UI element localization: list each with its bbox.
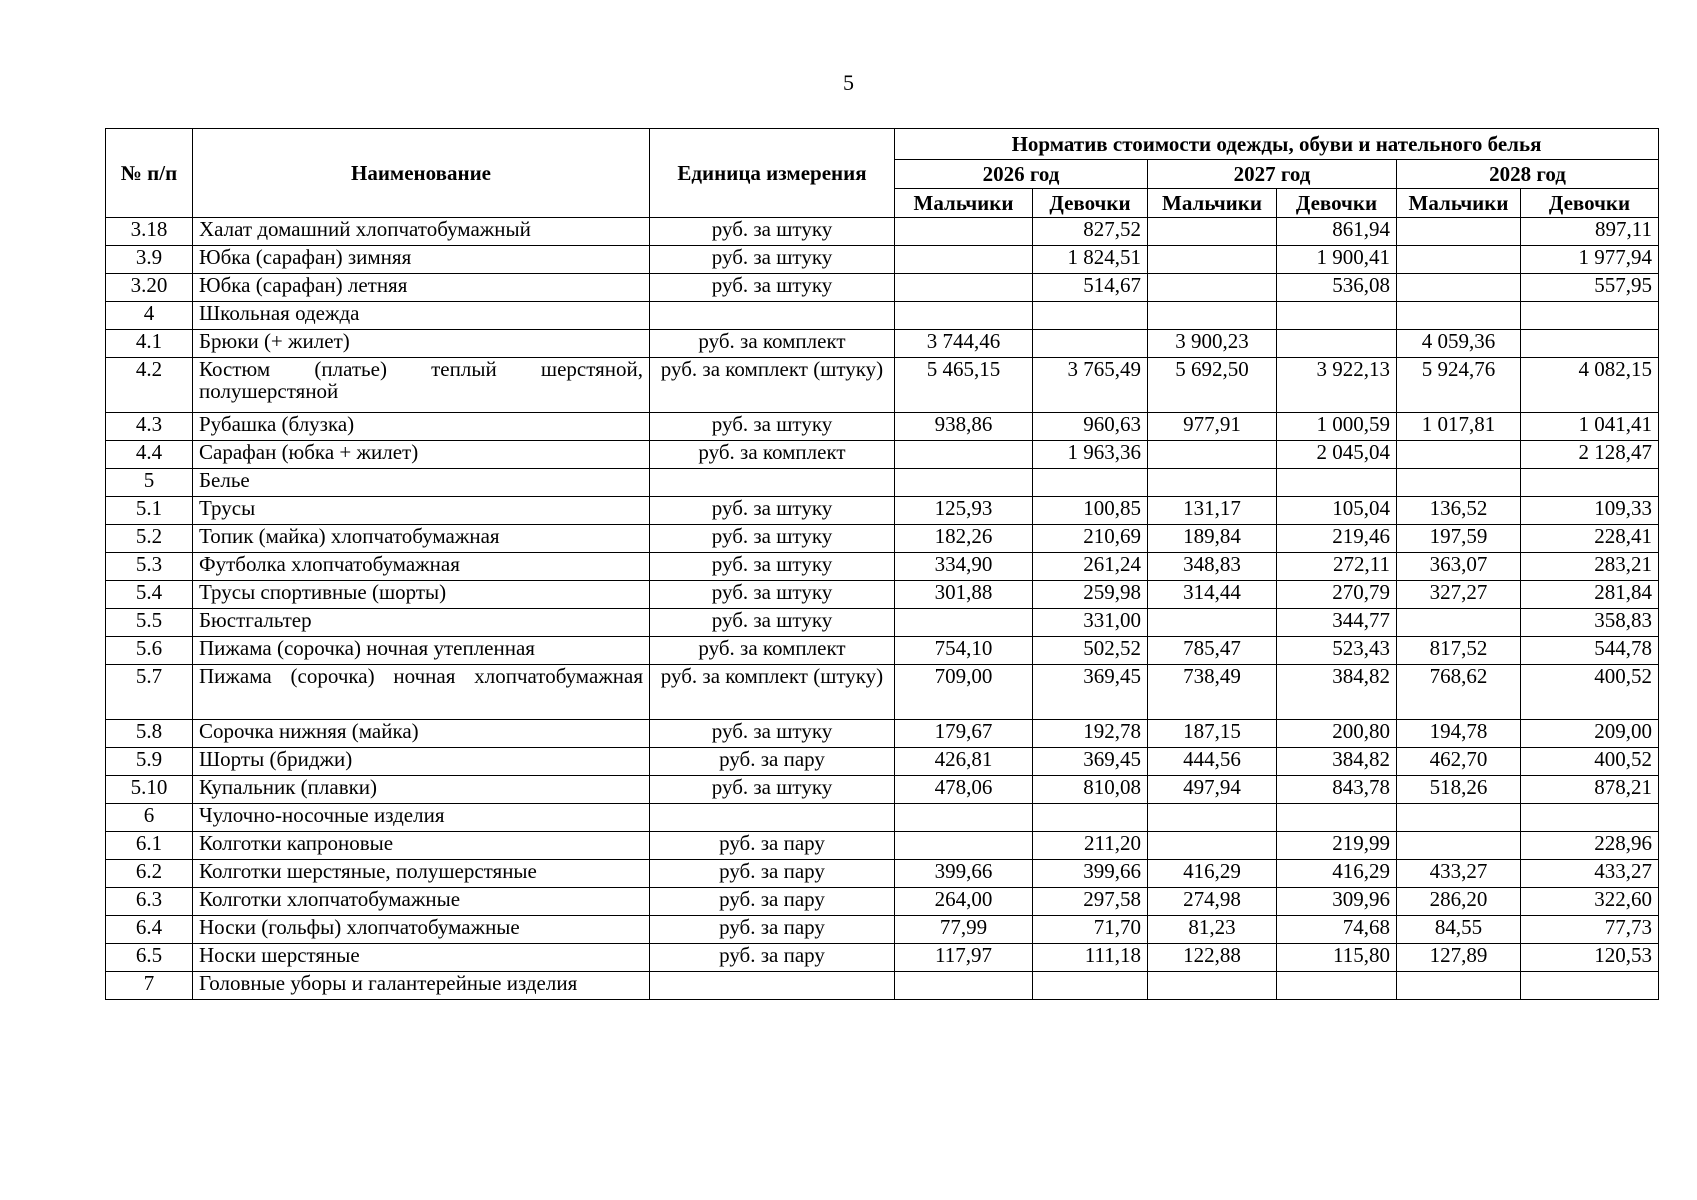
row-number: 6 bbox=[106, 804, 193, 832]
cell-girls-2027: 270,79 bbox=[1277, 581, 1397, 609]
table-row bbox=[106, 860, 1659, 888]
cell-girls-2027 bbox=[1277, 804, 1397, 832]
cell-boys-2027: 122,88 bbox=[1148, 944, 1277, 972]
cell-girls-2026: 1 824,51 bbox=[1033, 246, 1148, 274]
cell-boys-2027: 274,98 bbox=[1148, 888, 1277, 916]
cell-boys-2028: 5 924,76 bbox=[1397, 358, 1521, 413]
row-number: 4.4 bbox=[106, 441, 193, 469]
table-row bbox=[106, 609, 1659, 637]
table-row bbox=[106, 888, 1659, 916]
cell-boys-2028: 1 017,81 bbox=[1397, 413, 1521, 441]
row-unit bbox=[650, 972, 895, 1000]
cell-girls-2026: 810,08 bbox=[1033, 776, 1148, 804]
cell-boys-2026 bbox=[895, 804, 1033, 832]
row-name: Трусы спортивные (шорты) bbox=[193, 581, 650, 609]
row-number: 5.8 bbox=[106, 720, 193, 748]
header-year-2028: 2028 год bbox=[1397, 160, 1659, 189]
cell-boys-2026 bbox=[895, 246, 1033, 274]
header-boys-2028: Мальчики bbox=[1397, 189, 1521, 218]
row-unit: руб. за штуку bbox=[650, 274, 895, 302]
row-name: Юбка (сарафан) зимняя bbox=[193, 246, 650, 274]
cell-boys-2027 bbox=[1148, 609, 1277, 637]
cell-girls-2028: 2 128,47 bbox=[1521, 441, 1659, 469]
table-row bbox=[106, 720, 1659, 748]
cell-boys-2026 bbox=[895, 469, 1033, 497]
cell-boys-2027: 785,47 bbox=[1148, 637, 1277, 665]
row-name: Халат домашний хлопчатобумажный bbox=[193, 218, 650, 246]
row-number: 4 bbox=[106, 302, 193, 330]
cell-girls-2028: 228,41 bbox=[1521, 525, 1659, 553]
cell-boys-2028: 197,59 bbox=[1397, 525, 1521, 553]
cell-boys-2027: 738,49 bbox=[1148, 665, 1277, 720]
cell-boys-2026: 754,10 bbox=[895, 637, 1033, 665]
cell-girls-2026: 210,69 bbox=[1033, 525, 1148, 553]
cell-girls-2027: 115,80 bbox=[1277, 944, 1397, 972]
cell-boys-2028: 84,55 bbox=[1397, 916, 1521, 944]
cell-boys-2028 bbox=[1397, 972, 1521, 1000]
cell-girls-2027: 1 900,41 bbox=[1277, 246, 1397, 274]
row-name: Костюм (платье) теплый шерстяной, полушерстяной bbox=[193, 358, 650, 413]
cell-girls-2027: 309,96 bbox=[1277, 888, 1397, 916]
cell-girls-2027: 344,77 bbox=[1277, 609, 1397, 637]
cell-boys-2026: 938,86 bbox=[895, 413, 1033, 441]
cell-girls-2027: 536,08 bbox=[1277, 274, 1397, 302]
cell-girls-2028: 1 977,94 bbox=[1521, 246, 1659, 274]
cell-girls-2028: 400,52 bbox=[1521, 748, 1659, 776]
cell-girls-2026: 827,52 bbox=[1033, 218, 1148, 246]
cell-girls-2026: 1 963,36 bbox=[1033, 441, 1148, 469]
row-name: Колготки шерстяные, полушерстяные bbox=[193, 860, 650, 888]
table-row bbox=[106, 218, 1659, 246]
cell-boys-2026 bbox=[895, 302, 1033, 330]
cell-boys-2028 bbox=[1397, 609, 1521, 637]
cell-boys-2028 bbox=[1397, 441, 1521, 469]
cell-girls-2027: 219,99 bbox=[1277, 832, 1397, 860]
row-unit: руб. за комплект bbox=[650, 637, 895, 665]
cell-boys-2027 bbox=[1148, 218, 1277, 246]
cell-boys-2028: 462,70 bbox=[1397, 748, 1521, 776]
table-row bbox=[106, 274, 1659, 302]
row-number: 5.1 bbox=[106, 497, 193, 525]
row-name: Купальник (плавки) bbox=[193, 776, 650, 804]
table-row bbox=[106, 358, 1659, 413]
row-unit: руб. за комплект bbox=[650, 441, 895, 469]
clothing-norms-table bbox=[105, 128, 1659, 1000]
row-number: 4.1 bbox=[106, 330, 193, 358]
cell-girls-2026: 71,70 bbox=[1033, 916, 1148, 944]
cell-girls-2027: 843,78 bbox=[1277, 776, 1397, 804]
cell-boys-2027 bbox=[1148, 246, 1277, 274]
table-body bbox=[106, 218, 1659, 1000]
row-name: Юбка (сарафан) летняя bbox=[193, 274, 650, 302]
cell-boys-2026: 3 744,46 bbox=[895, 330, 1033, 358]
cell-girls-2028 bbox=[1521, 330, 1659, 358]
row-name: Школьная одежда bbox=[193, 302, 650, 330]
cell-girls-2026: 211,20 bbox=[1033, 832, 1148, 860]
row-unit: руб. за штуку bbox=[650, 246, 895, 274]
table-row bbox=[106, 497, 1659, 525]
row-unit: руб. за штуку bbox=[650, 413, 895, 441]
row-name: Топик (майка) хлопчатобумажная bbox=[193, 525, 650, 553]
row-unit: руб. за штуку bbox=[650, 581, 895, 609]
row-number: 7 bbox=[106, 972, 193, 1000]
table-row bbox=[106, 944, 1659, 972]
table-row bbox=[106, 804, 1659, 832]
row-unit bbox=[650, 302, 895, 330]
cell-boys-2027: 187,15 bbox=[1148, 720, 1277, 748]
cell-boys-2028 bbox=[1397, 302, 1521, 330]
header-boys-2026: Мальчики bbox=[895, 189, 1033, 218]
cell-boys-2027: 444,56 bbox=[1148, 748, 1277, 776]
cell-boys-2028 bbox=[1397, 804, 1521, 832]
table-row bbox=[106, 637, 1659, 665]
row-unit: руб. за пару bbox=[650, 944, 895, 972]
table-row bbox=[106, 330, 1659, 358]
row-name: Пижама (сорочка) ночная хлопчатобумажная bbox=[193, 665, 650, 720]
cell-boys-2028: 768,62 bbox=[1397, 665, 1521, 720]
row-number: 4.2 bbox=[106, 358, 193, 413]
cell-boys-2028: 327,27 bbox=[1397, 581, 1521, 609]
cell-boys-2027: 348,83 bbox=[1148, 553, 1277, 581]
row-number: 6.5 bbox=[106, 944, 193, 972]
cell-girls-2026: 502,52 bbox=[1033, 637, 1148, 665]
cell-boys-2028: 286,20 bbox=[1397, 888, 1521, 916]
row-number: 6.4 bbox=[106, 916, 193, 944]
row-unit: руб. за штуку bbox=[650, 776, 895, 804]
header-year-2026: 2026 год bbox=[895, 160, 1148, 189]
cell-boys-2028 bbox=[1397, 246, 1521, 274]
table-row bbox=[106, 469, 1659, 497]
row-name: Белье bbox=[193, 469, 650, 497]
cell-girls-2028 bbox=[1521, 469, 1659, 497]
cell-boys-2028 bbox=[1397, 832, 1521, 860]
cell-boys-2026 bbox=[895, 218, 1033, 246]
cell-boys-2028: 363,07 bbox=[1397, 553, 1521, 581]
row-number: 3.20 bbox=[106, 274, 193, 302]
cell-boys-2027: 3 900,23 bbox=[1148, 330, 1277, 358]
cell-girls-2026: 960,63 bbox=[1033, 413, 1148, 441]
cell-boys-2027: 314,44 bbox=[1148, 581, 1277, 609]
cell-boys-2026: 426,81 bbox=[895, 748, 1033, 776]
cell-girls-2027: 3 922,13 bbox=[1277, 358, 1397, 413]
cell-girls-2026 bbox=[1033, 469, 1148, 497]
table-row bbox=[106, 525, 1659, 553]
cell-boys-2027: 189,84 bbox=[1148, 525, 1277, 553]
cell-girls-2028: 228,96 bbox=[1521, 832, 1659, 860]
cell-girls-2026: 192,78 bbox=[1033, 720, 1148, 748]
row-number: 3.9 bbox=[106, 246, 193, 274]
cell-boys-2028: 433,27 bbox=[1397, 860, 1521, 888]
cell-girls-2027 bbox=[1277, 469, 1397, 497]
cell-boys-2028: 518,26 bbox=[1397, 776, 1521, 804]
cell-girls-2026: 100,85 bbox=[1033, 497, 1148, 525]
row-unit: руб. за пару bbox=[650, 860, 895, 888]
cell-girls-2027 bbox=[1277, 972, 1397, 1000]
cell-boys-2027: 5 692,50 bbox=[1148, 358, 1277, 413]
row-unit: руб. за комплект bbox=[650, 330, 895, 358]
row-unit: руб. за штуку bbox=[650, 497, 895, 525]
cell-boys-2026 bbox=[895, 609, 1033, 637]
row-unit: руб. за штуку bbox=[650, 218, 895, 246]
cell-boys-2027 bbox=[1148, 441, 1277, 469]
row-number: 5.5 bbox=[106, 609, 193, 637]
cell-boys-2027 bbox=[1148, 804, 1277, 832]
row-unit: руб. за штуку bbox=[650, 525, 895, 553]
table-row bbox=[106, 302, 1659, 330]
table-row bbox=[106, 665, 1659, 720]
cell-girls-2027: 384,82 bbox=[1277, 665, 1397, 720]
row-unit: руб. за пару bbox=[650, 916, 895, 944]
row-name: Футболка хлопчатобумажная bbox=[193, 553, 650, 581]
row-number: 5.3 bbox=[106, 553, 193, 581]
table-row bbox=[106, 246, 1659, 274]
row-name: Носки (гольфы) хлопчатобумажные bbox=[193, 916, 650, 944]
row-name: Колготки хлопчатобумажные bbox=[193, 888, 650, 916]
row-unit: руб. за штуку bbox=[650, 720, 895, 748]
cell-girls-2026: 514,67 bbox=[1033, 274, 1148, 302]
row-unit: руб. за комплект (штуку) bbox=[650, 358, 895, 413]
cell-girls-2026: 259,98 bbox=[1033, 581, 1148, 609]
cell-girls-2028: 433,27 bbox=[1521, 860, 1659, 888]
table-row bbox=[106, 581, 1659, 609]
cell-boys-2028: 127,89 bbox=[1397, 944, 1521, 972]
cell-girls-2026 bbox=[1033, 972, 1148, 1000]
row-name: Колготки капроновые bbox=[193, 832, 650, 860]
cell-boys-2026 bbox=[895, 832, 1033, 860]
cell-girls-2027: 523,43 bbox=[1277, 637, 1397, 665]
cell-girls-2028: 209,00 bbox=[1521, 720, 1659, 748]
row-unit: руб. за пару bbox=[650, 832, 895, 860]
cell-girls-2028: 400,52 bbox=[1521, 665, 1659, 720]
cell-boys-2026: 478,06 bbox=[895, 776, 1033, 804]
cell-boys-2027 bbox=[1148, 832, 1277, 860]
cell-boys-2026 bbox=[895, 441, 1033, 469]
cell-girls-2026 bbox=[1033, 302, 1148, 330]
cell-boys-2026: 264,00 bbox=[895, 888, 1033, 916]
cell-girls-2028: 897,11 bbox=[1521, 218, 1659, 246]
cell-boys-2026: 399,66 bbox=[895, 860, 1033, 888]
cell-girls-2027: 74,68 bbox=[1277, 916, 1397, 944]
cell-boys-2027: 977,91 bbox=[1148, 413, 1277, 441]
row-number: 6.2 bbox=[106, 860, 193, 888]
row-unit: руб. за пару bbox=[650, 888, 895, 916]
cell-girls-2026: 369,45 bbox=[1033, 665, 1148, 720]
cell-girls-2028: 878,21 bbox=[1521, 776, 1659, 804]
cell-girls-2028: 77,73 bbox=[1521, 916, 1659, 944]
cell-boys-2026: 709,00 bbox=[895, 665, 1033, 720]
row-number: 4.3 bbox=[106, 413, 193, 441]
cell-boys-2026: 334,90 bbox=[895, 553, 1033, 581]
table-row bbox=[106, 748, 1659, 776]
cell-boys-2026: 301,88 bbox=[895, 581, 1033, 609]
row-name: Брюки (+ жилет) bbox=[193, 330, 650, 358]
row-unit bbox=[650, 804, 895, 832]
row-number: 6.3 bbox=[106, 888, 193, 916]
row-number: 6.1 bbox=[106, 832, 193, 860]
cell-girls-2027: 105,04 bbox=[1277, 497, 1397, 525]
cell-boys-2026: 5 465,15 bbox=[895, 358, 1033, 413]
row-number: 5.7 bbox=[106, 665, 193, 720]
row-unit: руб. за штуку bbox=[650, 553, 895, 581]
cell-girls-2028 bbox=[1521, 804, 1659, 832]
row-name: Шорты (бриджи) bbox=[193, 748, 650, 776]
cell-girls-2028: 1 041,41 bbox=[1521, 413, 1659, 441]
cell-boys-2026 bbox=[895, 972, 1033, 1000]
cell-girls-2026: 3 765,49 bbox=[1033, 358, 1148, 413]
cell-girls-2026: 111,18 bbox=[1033, 944, 1148, 972]
header-unit: Единица измерения bbox=[650, 129, 895, 218]
header-num: № п/п bbox=[106, 129, 193, 218]
row-unit: руб. за пару bbox=[650, 748, 895, 776]
cell-boys-2028 bbox=[1397, 274, 1521, 302]
row-name: Чулочно-носочные изделия bbox=[193, 804, 650, 832]
row-name: Трусы bbox=[193, 497, 650, 525]
row-unit: руб. за штуку bbox=[650, 609, 895, 637]
table-header bbox=[106, 129, 1659, 218]
header-girls-2027: Девочки bbox=[1277, 189, 1397, 218]
cell-girls-2028: 281,84 bbox=[1521, 581, 1659, 609]
cell-boys-2028: 817,52 bbox=[1397, 637, 1521, 665]
row-name: Сарафан (юбка + жилет) bbox=[193, 441, 650, 469]
cell-boys-2026: 179,67 bbox=[895, 720, 1033, 748]
cell-girls-2028: 120,53 bbox=[1521, 944, 1659, 972]
cell-boys-2027: 416,29 bbox=[1148, 860, 1277, 888]
cell-boys-2026 bbox=[895, 274, 1033, 302]
cell-girls-2027: 384,82 bbox=[1277, 748, 1397, 776]
row-unit bbox=[650, 469, 895, 497]
row-number: 5.2 bbox=[106, 525, 193, 553]
cell-boys-2028: 4 059,36 bbox=[1397, 330, 1521, 358]
cell-girls-2027: 861,94 bbox=[1277, 218, 1397, 246]
cell-boys-2027: 131,17 bbox=[1148, 497, 1277, 525]
header-year-2027: 2027 год bbox=[1148, 160, 1397, 189]
row-unit: руб. за комплект (штуку) bbox=[650, 665, 895, 720]
cell-girls-2027: 200,80 bbox=[1277, 720, 1397, 748]
header-norm-group: Норматив стоимости одежды, обуви и нательного белья bbox=[895, 129, 1659, 160]
cell-girls-2026 bbox=[1033, 330, 1148, 358]
row-name: Бюстгальтер bbox=[193, 609, 650, 637]
header-girls-2026: Девочки bbox=[1033, 189, 1148, 218]
table-row bbox=[106, 972, 1659, 1000]
cell-boys-2028 bbox=[1397, 469, 1521, 497]
cell-girls-2028: 109,33 bbox=[1521, 497, 1659, 525]
header-girls-2028: Девочки bbox=[1521, 189, 1659, 218]
table-row bbox=[106, 832, 1659, 860]
cell-boys-2027 bbox=[1148, 469, 1277, 497]
row-number: 5.9 bbox=[106, 748, 193, 776]
row-name: Головные уборы и галантерейные изделия bbox=[193, 972, 650, 1000]
cell-boys-2026: 77,99 bbox=[895, 916, 1033, 944]
cell-boys-2028: 194,78 bbox=[1397, 720, 1521, 748]
cell-girls-2028: 322,60 bbox=[1521, 888, 1659, 916]
table-row bbox=[106, 916, 1659, 944]
cell-girls-2028: 544,78 bbox=[1521, 637, 1659, 665]
cell-girls-2027: 416,29 bbox=[1277, 860, 1397, 888]
cell-girls-2027: 272,11 bbox=[1277, 553, 1397, 581]
row-number: 5.6 bbox=[106, 637, 193, 665]
cell-girls-2028: 283,21 bbox=[1521, 553, 1659, 581]
cell-boys-2028 bbox=[1397, 218, 1521, 246]
cell-boys-2027: 497,94 bbox=[1148, 776, 1277, 804]
row-name: Носки шерстяные bbox=[193, 944, 650, 972]
row-number: 3.18 bbox=[106, 218, 193, 246]
cell-boys-2026: 125,93 bbox=[895, 497, 1033, 525]
header-name: Наименование bbox=[193, 129, 650, 218]
cell-boys-2027 bbox=[1148, 274, 1277, 302]
table-row bbox=[106, 413, 1659, 441]
cell-boys-2027: 81,23 bbox=[1148, 916, 1277, 944]
row-number: 5.4 bbox=[106, 581, 193, 609]
cell-girls-2026: 369,45 bbox=[1033, 748, 1148, 776]
cell-girls-2028: 358,83 bbox=[1521, 609, 1659, 637]
row-name: Рубашка (блузка) bbox=[193, 413, 650, 441]
cell-girls-2027: 2 045,04 bbox=[1277, 441, 1397, 469]
cell-girls-2028: 557,95 bbox=[1521, 274, 1659, 302]
row-number: 5 bbox=[106, 469, 193, 497]
cell-girls-2026: 399,66 bbox=[1033, 860, 1148, 888]
cell-girls-2028 bbox=[1521, 302, 1659, 330]
row-number: 5.10 bbox=[106, 776, 193, 804]
table-row bbox=[106, 553, 1659, 581]
cell-boys-2027 bbox=[1148, 972, 1277, 1000]
cell-girls-2027 bbox=[1277, 302, 1397, 330]
row-name: Сорочка нижняя (майка) bbox=[193, 720, 650, 748]
cell-boys-2026: 182,26 bbox=[895, 525, 1033, 553]
cell-boys-2027 bbox=[1148, 302, 1277, 330]
cell-girls-2026: 261,24 bbox=[1033, 553, 1148, 581]
cell-girls-2026: 331,00 bbox=[1033, 609, 1148, 637]
cell-boys-2028: 136,52 bbox=[1397, 497, 1521, 525]
cell-girls-2027: 219,46 bbox=[1277, 525, 1397, 553]
cell-girls-2028: 4 082,15 bbox=[1521, 358, 1659, 413]
cell-girls-2027 bbox=[1277, 330, 1397, 358]
cell-girls-2026: 297,58 bbox=[1033, 888, 1148, 916]
cell-girls-2028 bbox=[1521, 972, 1659, 1000]
header-boys-2027: Мальчики bbox=[1148, 189, 1277, 218]
cell-girls-2027: 1 000,59 bbox=[1277, 413, 1397, 441]
table-row bbox=[106, 441, 1659, 469]
page-number: 5 bbox=[843, 70, 854, 95]
row-name: Пижама (сорочка) ночная утепленная bbox=[193, 637, 650, 665]
cell-girls-2026 bbox=[1033, 804, 1148, 832]
table-row bbox=[106, 776, 1659, 804]
cell-boys-2026: 117,97 bbox=[895, 944, 1033, 972]
